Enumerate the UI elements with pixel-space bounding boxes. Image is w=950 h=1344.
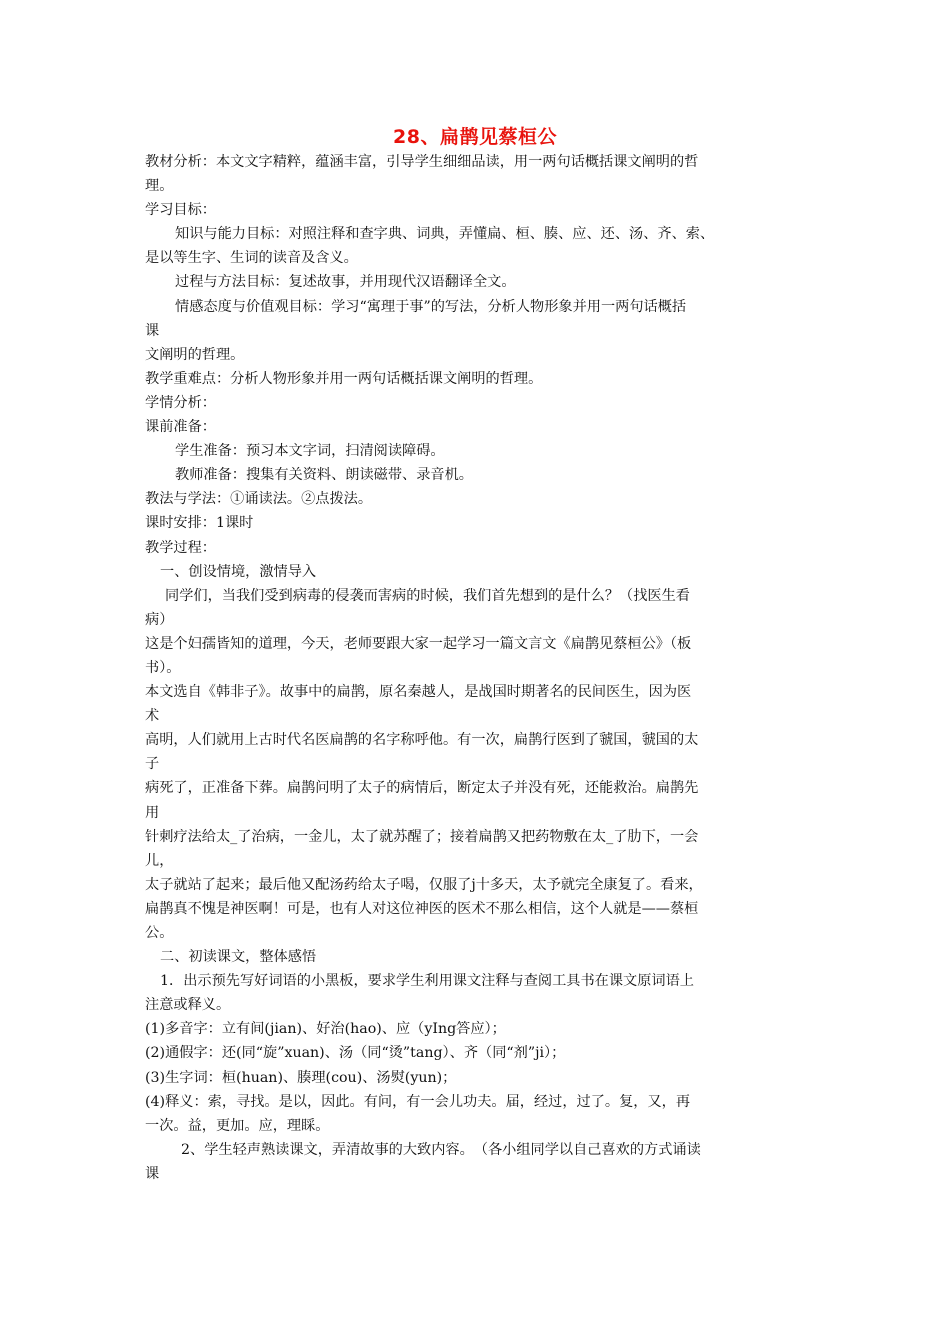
text-line: 儿，	[145, 852, 174, 869]
text-line: 高明，人们就用上古时代名医扁鹊的名字称呼他。有一次，扁鹊行医到了虢国，虢国的太	[145, 732, 699, 749]
text-line: 注意或释义。	[145, 997, 231, 1014]
text-line: 扁鹊真不愧是神医啊！可是，也有人对这位神医的医术不那么相信，这个人就是——蔡桓	[145, 900, 699, 917]
text-line: 教材分析：本文文字精粹，蕴涵丰富，引导学生细细品读，用一两句话概括课文阐明的哲	[145, 154, 699, 170]
text-line: (3)生字词：桓(huan)、腠理(cou)、汤熨(yun)；	[145, 1069, 457, 1086]
text-line: 针刺疗法给太_了治病，一金儿，太了就苏醒了；接着扁鹊又把药物敷在太_了肋下，一会	[145, 828, 699, 845]
section-heading: 学习目标：	[145, 202, 216, 219]
text-line: (1)多音字：立有间(jian)、好治(hao)、应（yIng答应）；	[145, 1021, 506, 1038]
text-line: 文阐明的哲理。	[145, 346, 245, 363]
section-heading: 课时安排：1课时	[145, 515, 254, 532]
text-line: 这是个妇孺皆知的道理，今天，老师要跟大家一起学习一篇文言文《扁鹊见蔡桓公》（板	[145, 635, 692, 652]
text-line: 教师准备：搜集有关资料、朗读磁带、录音机。	[175, 467, 473, 484]
text-line: 子	[145, 756, 160, 773]
text-line: 理。	[145, 178, 174, 195]
text-line: 1．出示预先写好词语的小黑板，要求学生利用课文注释与查阅工具书在课文原词语上	[160, 973, 694, 990]
document-title: 28、扁鹊见蔡桓公	[393, 126, 557, 148]
section-heading: 学情分析：	[145, 394, 216, 411]
section-heading: 教法与学法：①诵读法。②点拨法。	[145, 491, 373, 508]
text-line: 一次。益，更加。应，理睬。	[145, 1117, 330, 1134]
text-line: 课	[145, 322, 160, 339]
text-line: 用	[145, 804, 160, 821]
subsection-heading: 一、创设情境，激情导入	[160, 563, 317, 580]
text-line: 2、学生轻声熟读课文，弄清故事的大致内容。 （各小组同学以自己喜欢的方式诵读	[181, 1141, 701, 1158]
text-line: 情感态度与价值观目标：学习“寓理于事”的写法，分析人物形象并用一两句话概括	[175, 298, 687, 315]
text-line: (2)通假字：还(同“旋”xuan)、汤（同“烫”tang）、齐（同“剂”ji）；	[145, 1045, 566, 1062]
text-line: 病）	[145, 611, 174, 628]
text-line: 公。	[145, 925, 174, 941]
text-line: 学生准备：预习本文字词，扫清阅读障碍。	[175, 443, 445, 460]
text-line: 知识与能力目标：对照注释和查字典、词典，弄懂扁、桓、腠、应、还、汤、齐、索、	[175, 226, 715, 243]
text-line: 太子就站了起来；最后他又配汤药给太子喝，仅服了j十多天，太予就完全康复了。看来，	[145, 876, 703, 893]
text-line: 本文选自《韩非子》。故事中的扁鹊，原名秦越人，是战国时期著名的民间医生，因为医	[145, 684, 692, 701]
subsection-heading: 二、初读课文，整体感悟	[160, 949, 317, 966]
text-line: (4)释义：索，寻找。是以，因此。有问，有一会儿功夫。届，经过，过了。复，又，再	[145, 1093, 691, 1110]
text-line: 课	[145, 1165, 160, 1182]
section-heading: 教学重难点：分析人物形象并用一两句话概括课文阐明的哲理。	[145, 370, 543, 387]
text-line: 同学们，当我们受到病毒的侵袭而害病的时候，我们首先想到的是什么？（找医生看	[165, 587, 690, 604]
section-heading: 教学过程：	[145, 539, 216, 556]
text-line: 是以等生字、生词的读音及含义。	[145, 250, 358, 267]
text-line: 病死了，正准备下葬。扁鹊问明了太子的病情后，断定太子并没有死，还能救治。扁鹊先	[145, 780, 699, 797]
text-line: 过程与方法目标：复述故事，并用现代汉语翻译全文。	[175, 274, 516, 291]
section-heading: 课前准备：	[145, 419, 216, 436]
document-body	[145, 150, 820, 1186]
text-line: 书）。	[145, 659, 181, 676]
text-line: 术	[145, 708, 160, 725]
